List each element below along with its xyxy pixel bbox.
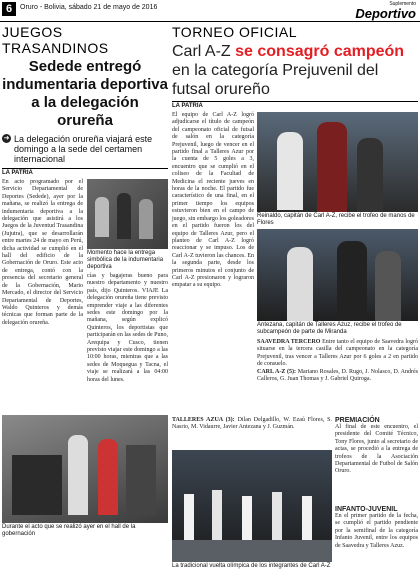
sub2-block <box>172 417 332 447</box>
premiacion-text: Al final de este encuentro, el presidente del Comité Técnico, Tony Flores, junto al secretario de actas, se procedió a la entrega de trofeos de la Asociación Departamental de Futbol de Salón Oruro. <box>335 424 418 475</box>
sub1-text: Mariano Rosales, D. Rugo, J. Nolasco, D. Andrés Calleros, G. Juan Thomas y J. Gabriel Quiroga. <box>257 368 419 383</box>
page-number: 6 <box>2 2 16 16</box>
right-lead-text <box>172 112 254 404</box>
sub2-heading: TALLERES AZUA (3): <box>172 417 235 423</box>
left-source: LA PATRIA <box>2 168 168 176</box>
right-top-row <box>172 112 418 415</box>
left-article <box>2 24 168 544</box>
headline-part: Carl A-Z <box>172 43 236 60</box>
left-bullet-text: La delegación orureña viajará este domingo a la sede del certamen internacional <box>14 134 153 164</box>
page-header <box>0 0 420 22</box>
infantil-text: En el primer partido de la fecha, se cumplió el partido pendiente por la semifinal de la categoría Infanto Juvenil, entre los equipos de Saavedra y Talleres Azuz. <box>335 513 418 549</box>
delegation-photo <box>2 415 168 523</box>
right-lead: El equipo de Carl A-Z logró adjudicarse el título de campeón del campeonato oficial de futsal de salón en la categoría Prejuvenil, luego de vencer en el partido final a Talleres Azur por la cuenta de 5 goles a 3, encuentro que se cumplió en el coliseo de la Facultad de Medicina el reciente jueves en horas de la noche. <box>172 112 254 193</box>
arrow-icon: ➜ <box>3 135 10 142</box>
right-subs <box>257 339 418 415</box>
team-photo-caption: La tradicional vuelta olímpica de los integrantes de Carl A-Z <box>172 563 331 569</box>
right-section-label: TORNEO OFICIAL <box>172 24 297 40</box>
right-bottom-row <box>172 417 418 573</box>
dateline: Oruro - Bolivia, sábado 21 de mayo de 2016 <box>20 4 158 11</box>
team-photo <box>172 450 332 562</box>
headline-highlight: se consagró campeón <box>235 43 405 60</box>
supplement-label: Suplemento <box>389 1 416 7</box>
premiacion-heading: PREMIACIÓN <box>335 417 380 424</box>
trophy-photo-1 <box>257 112 418 212</box>
sub2-text: Dilan Delgadillo, W. Ezaú Flores, S. Nasrio, M. Vidaurre, Javier Antezana y J. Guzmán. <box>172 417 333 431</box>
right-bottom-text <box>335 417 418 573</box>
delegation-photo-caption: Durante el acto que se realizó ayer en el hall de la gobernación <box>2 524 136 537</box>
infantil-heading: INFANTO-JUVENIL <box>335 506 398 513</box>
trophy-photo-2 <box>257 229 418 321</box>
ceremony-photo-caption: Momento hace la entrega simbólica de la indumentaria deportiva <box>87 250 164 270</box>
right-headline <box>172 42 418 99</box>
left-headline: Sedede entregó indumentaria deportiva a la delegación orureña <box>2 58 168 129</box>
left-text-columns <box>2 179 168 413</box>
right-source: LA PATRIA <box>172 101 418 109</box>
right-article <box>172 24 419 569</box>
sub3-text: Entre tanto el equipo de Saavedra logró situarse en la tercera casilla del campeonato en la categoría Prejuvenil, tras vencer a Talleres Azur por 6 goles a 2 en partido de consuelo. <box>257 339 419 368</box>
right-photos <box>257 112 418 415</box>
sub1-heading: CARL A-Z (5): <box>257 368 297 375</box>
section-brand: Deportivo <box>355 6 416 21</box>
left-bullet <box>2 134 168 164</box>
header-divider <box>0 21 420 22</box>
trophy-photo-1-caption: Reinaldo, capitán de Carl A-Z, recibe el trofeo de manos de Flores <box>257 213 415 226</box>
left-col2-text: cías y bagajeras bueno para nuestro departamento y nuestro país, dijo Quinteros. VIAJE La delegación orureña tiene previsto emprender viaje a las diferentes sedes este domingo por la mañana, según explicó Quinteros, los deportistas que participarán en las sedes de Puno, Arequipa y Cusco, tienen previsto viajar este domingo a las 10:00 horas, mientras que a las sedes de Moquegua y Tacna, el viaje se realizará a las 04:00 horas del lunes. <box>87 273 168 383</box>
left-col1-text: En acto programado por el Servicio Departamental de Deportes (Sedede), ayer por la mañana, se realizó la entrega de indumentaria deportiva a la delegación que asistirá a los Juegos de la Juventud Trasandina (Jujutra), que se desarrollarán entre martes 24 de mayo en Perú, dicha actividad se cumplió en el hall del edificio de la Gobernación de Oruro. Este acto de entrega, contó con la presencia del secretario general de la Gobernación, Mario Mercado, el director del Servicio Departamental de Deportes, Waldo Quinteros y demás técnicas que forman parte de la delegación orureña. <box>2 179 83 326</box>
headline-part-end: en la categoría Prejuvenil del futsal orureño <box>172 62 379 98</box>
right-body: El partido fue característico de una final, en el primer tiempo los equipos estuvieron bien en el campo de juego, sin embargo los goleadores en el partido fueron los del equipo de Talleres Azur, pero el planteo de Carl A-Z logró reaccionar y se impuso. Los de Carl A-Z tuvieron las chances. En la segunda parte, desde los primeros minutos el conjunto de Carl A-Z presionaron y lograron empatar a su equipo. <box>172 186 254 289</box>
trophy-photo-2-caption: Antezana, capitán de Talleres Azuz, recibe el trofeo de subcampeón de parte de Miranda <box>257 322 402 335</box>
sub3-heading: SAAVEDRA TERCERO <box>257 339 321 345</box>
right-bottom-left <box>172 417 332 573</box>
left-section-label: JUEGOS TRASANDINOS <box>2 24 109 56</box>
ceremony-photo <box>87 179 168 249</box>
left-col2 <box>87 179 168 413</box>
